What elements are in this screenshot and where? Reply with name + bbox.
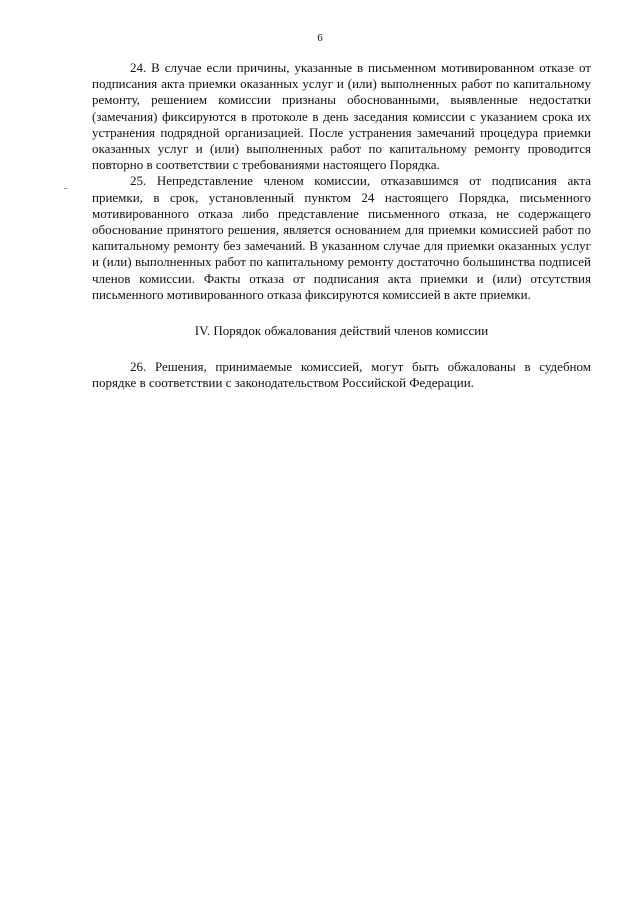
paragraph-26: 26. Решения, принимаемые комиссией, могут быть обжалованы в судебном порядке в соответствии с законодательством Российской Федерации. (92, 359, 591, 391)
document-body (92, 60, 591, 392)
paragraph-24: 24. В случае если причины, указанные в письменном мотивированном отказе от подписания акта приемки оказанных услуг и (или) выполненных работ по капитальному ремонту, решением комиссии признаны обоснованными, выявленные недостатки (замечания) фиксируются в протоколе в день заседания комиссии с указанием срока их устранения подрядной организацией. После устранения замечаний процедура приемки оказанных услуг и (или) выполненных работ по капитальному ремонту проводится повторно в соответствии с требованиями настоящего Порядка. (92, 60, 591, 173)
page-number: 6 (317, 32, 323, 44)
section-heading: IV. Порядок обжалования действий членов комиссии (194, 323, 489, 339)
paragraph-25: 25. Непредставление членом комиссии, отказавшимся от подписания акта приемки, в срок, установленный пунктом 24 настоящего Порядка, письменного мотивированного отказа либо представление письменного отказа, не содержащего обоснование принятого решения, является основанием для приемки комиссией работ по капитальному ремонту без замечаний. В указанном случае для приемки оказанных услуг и (или) выполненных работ по капитальному ремонту достаточно большинства подписей членов комиссии. Факты отказа от подписания акта приемки и (или) отсутствия письменного мотивированного отказа фиксируются комиссией в акте приемки. (92, 173, 591, 302)
margin-mark (64, 188, 67, 189)
